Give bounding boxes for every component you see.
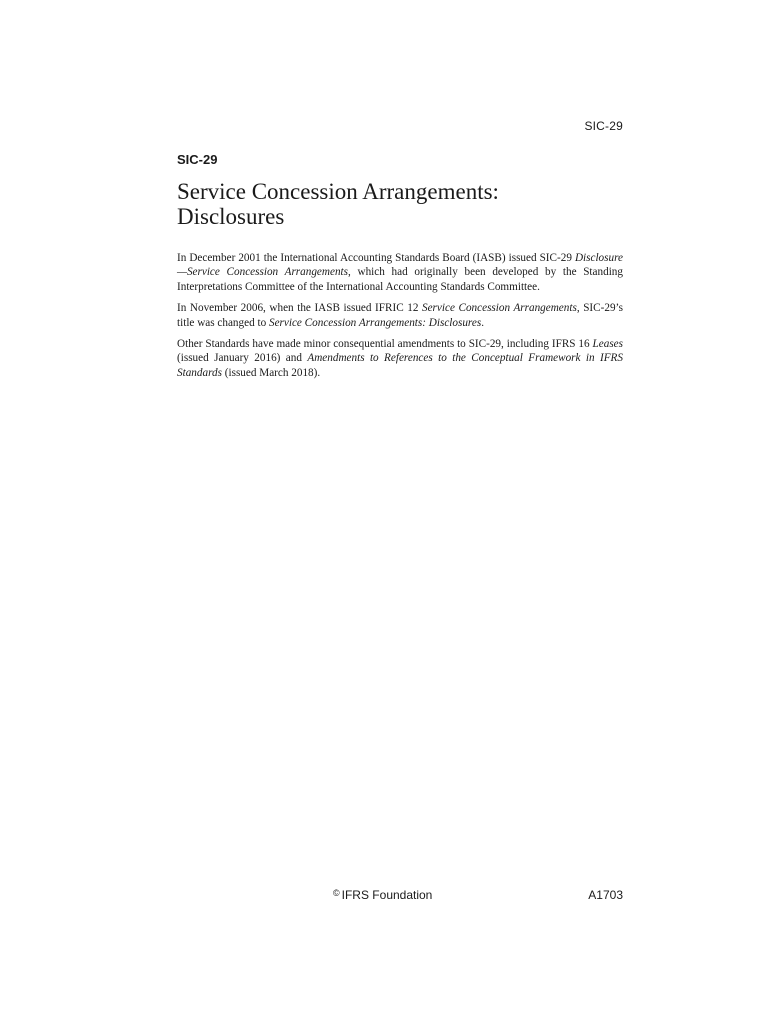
introduction-body [177,251,623,387]
paragraph-text: (issued January 2016) and [177,352,308,365]
document-title-line-1: Service Concession Arrangements: [177,179,499,204]
cited-title: Disclosure—Service Concession Arrangements [177,252,623,279]
cited-title: Amendments to References to the Conceptual Framework in IFRS Standards [177,352,623,379]
paragraph-text: , SIC-29’s title was changed to [177,302,623,329]
document-title [177,179,623,229]
intro-paragraph-2 [177,301,623,330]
copyright-holder: IFRS Foundation [341,888,433,902]
paragraph-text: In December 2001 the International Accounting Standards Board (IASB) issued SIC-29 [177,252,575,264]
copyright-icon: © [333,888,340,898]
document-title-line-2: Disclosures [177,204,285,229]
paragraph-text: (issued March 2018). [221,366,321,379]
cited-title: Service Concession Arrangements [422,302,577,315]
paragraph-text: In November 2006, when the IASB issued IFRIC 12 [177,302,422,315]
paragraph-text: , which had originally been developed by the Standing Interpretations Committee of the International Accounting Standards Committee. [177,266,623,293]
intro-paragraph-1 [177,251,623,294]
paragraph-text: Other Standards have made minor consequential amendments to SIC-29, including IFRS 16 [177,338,593,351]
intro-paragraph-3 [177,337,623,380]
running-header-code: SIC-29 [584,119,623,133]
standard-code: SIC-29 [177,152,218,167]
cited-title: Service Concession Arrangements: Disclosures [268,316,482,329]
page-number: A1703 [588,888,623,902]
paragraph-text: . [481,316,484,329]
footer-copyright [333,888,432,902]
cited-title: Leases [592,338,623,351]
